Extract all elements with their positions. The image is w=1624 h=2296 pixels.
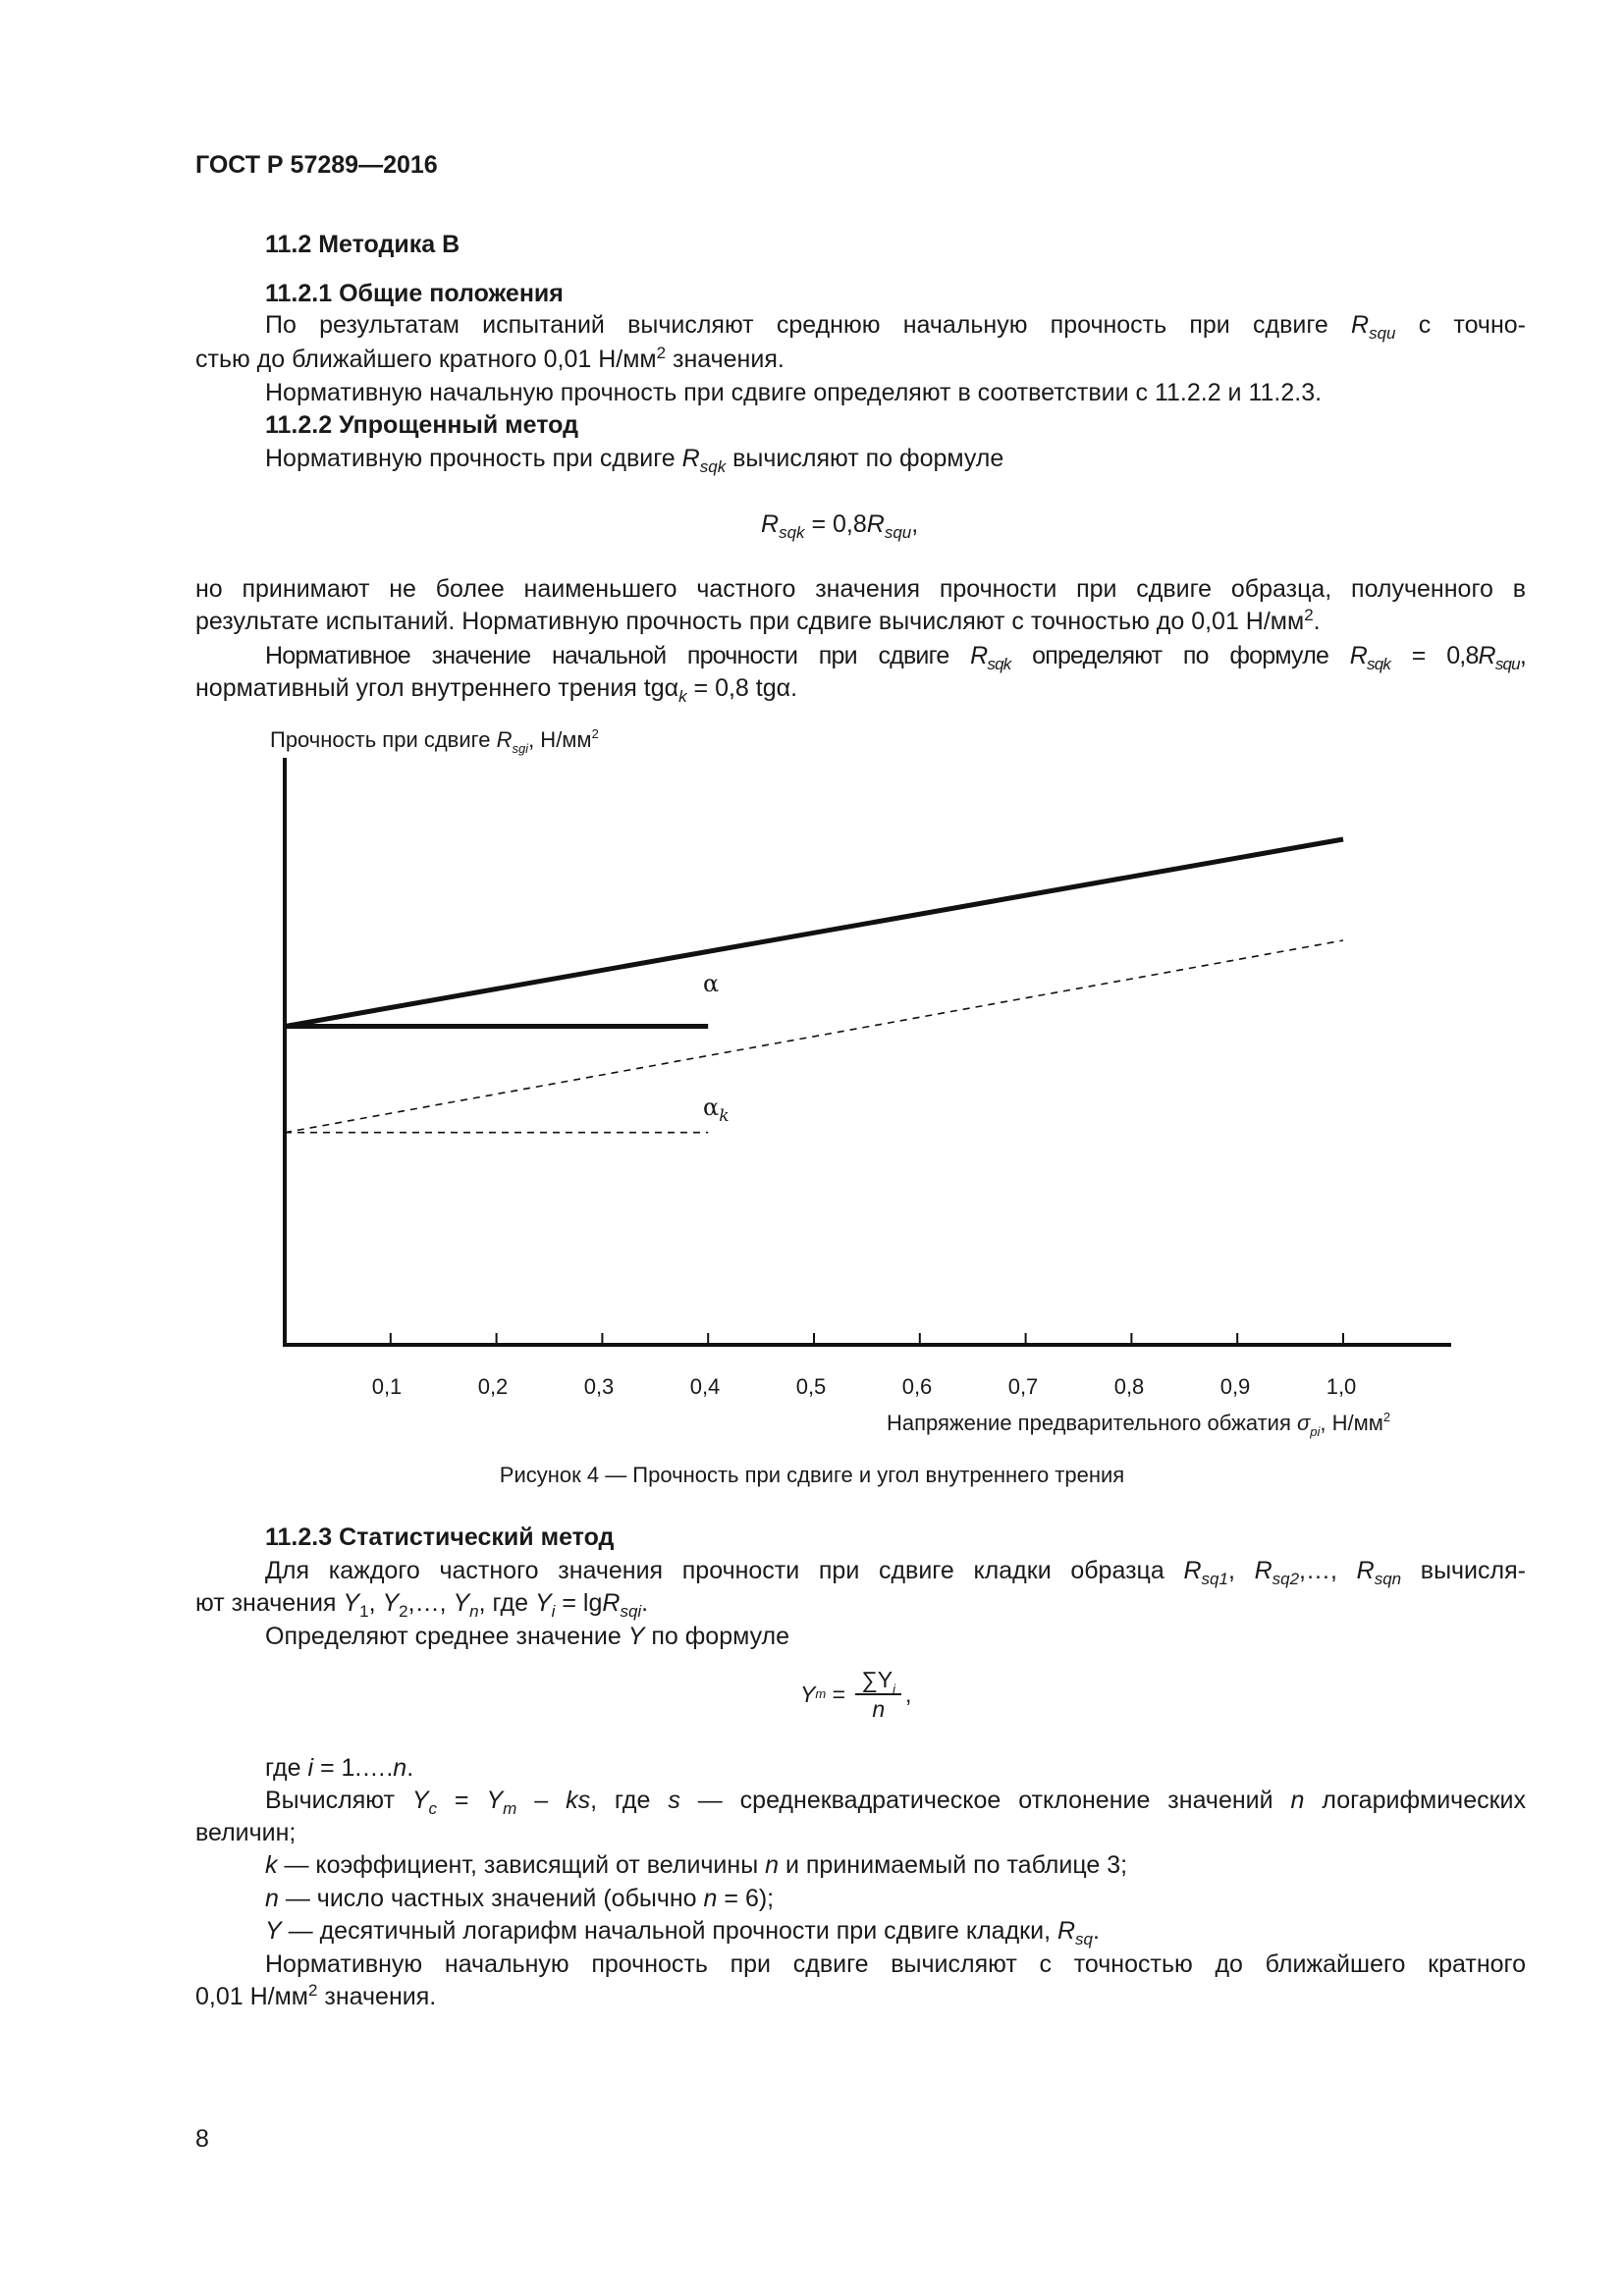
paragraph-11-2-3-p1-line1: Для каждого частного значения прочности при сдвиге кладки образца $R_{sq1}$, $R_{sq2},\dots$, $R_{sqn}$ вычисля-	[265, 1557, 1526, 1588]
paragraph-11-2-1-line1: По результатам испытаний вычисляют среднюю начальную прочность при сдвиге $R_{squ}$ с точно-	[265, 311, 1526, 343]
paragraph-11-2-3-last-line1: Нормативную начальную прочность при сдвиге вычисляют с точностью до ближайшего кратного	[265, 1950, 1526, 1978]
x-tick-label: 0,4	[689, 1374, 721, 1399]
x-tick-label: 0,9	[1219, 1374, 1251, 1399]
label-alpha-k: $\alpha_k$	[703, 1094, 730, 1126]
paragraph-11-2-3-where-i: где i = 1.….n.	[265, 1754, 414, 1782]
paragraph-11-2-3-n: n — число частных значений (обычно n = 6);	[265, 1885, 775, 1912]
paragraph-11-2-2-p2-line1: но принимают не более наименьшего частного значения прочности при сдвиге образца, полученного в	[195, 575, 1526, 603]
page-number: 8	[195, 2125, 209, 2153]
x-tick-label: 1,0	[1326, 1374, 1357, 1399]
paragraph-11-2-1-p2: Нормативную начальную прочность при сдвиге определяют в соответствии с 11.2.2 и 11.2.3.	[265, 379, 1323, 406]
paragraph-11-2-3-p2: Определяют среднее значение Y по формуле	[265, 1623, 790, 1650]
paragraph-11-2-2-p3-line1: Нормативное значение начальной прочности при сдвиге $R_{sqk}$ определяют по формуле $R_{sqk} = 0,8R_{squ}$,	[265, 642, 1526, 673]
paragraph-11-2-1-line2: стью до ближайшего кратного 0,01 $Н/мм^2$ значения.	[195, 344, 785, 373]
line-alpha	[285, 839, 1343, 1027]
paragraph-11-2-2-p1: Нормативную прочность при сдвиге $R_{sqk}$ вычисляют по формуле	[265, 445, 1004, 476]
section-title-11-2-2: 11.2.2 Упрощенный метод	[265, 411, 578, 439]
x-tick-label: 0,3	[583, 1374, 615, 1399]
paragraph-11-2-3-yc-line1: Вычисляют $Y_c = Y_m$ – ks, где s — среднеквадратическое отклонение значений n логарифмических	[265, 1787, 1527, 1818]
x-tick-label: 0,7	[1007, 1374, 1039, 1399]
x-tick-label: 0,1	[371, 1374, 403, 1399]
x-tick-label: 0,8	[1113, 1374, 1145, 1399]
chart-y-axis-label: Прочность при сдвиге $R_{sgi}$, $Н/мм^2$	[270, 726, 599, 756]
doc-number: ГОСТ Р 57289—2016	[195, 151, 438, 179]
section-title-11-2-3: 11.2.3 Статистический метод	[265, 1523, 615, 1551]
paragraph-11-2-3-y: Y — десятичный логарифм начальной прочности при сдвиге кладки, $R_{sq}$.	[265, 1917, 1100, 1949]
paragraph-11-2-2-p2-line2: результате испытаний. Нормативную прочность при сдвиге вычисляют с точностью до 0,01 $Н/мм^2$.	[195, 606, 1321, 635]
label-alpha: α	[703, 970, 720, 997]
paragraph-11-2-2-p3-line2: нормативный угол внутреннего трения tgα$_k$ = 0,8 tgα.	[195, 674, 798, 706]
x-tick-label: 0,5	[795, 1374, 827, 1399]
formula-ym: Y m = $\frac{\sum Y_i}{n}$ ,	[800, 1667, 912, 1722]
paragraph-11-2-3-p1-line2: ют значения $Y_1$, $Y_2,\dots$, $Y_n$, где $Y_i = \lg R_{sqi}$.	[195, 1589, 649, 1621]
paragraph-11-2-3-yc-line2: величин;	[195, 1819, 297, 1846]
x-tick-label: 0,6	[901, 1374, 933, 1399]
section-title-11-2-1: 11.2.1 Общие положения	[265, 280, 564, 307]
figure-caption: Рисунок 4 — Прочность при сдвиге и угол внутреннего трения	[499, 1463, 1125, 1487]
section-title-11-2: 11.2 Методика В	[265, 231, 460, 258]
paragraph-11-2-3-last-line2: 0,01 $Н/мм^2$ значения.	[195, 1981, 437, 2010]
formula-rsqk: $R_{sqk} = 0,8R_{squ}$,	[761, 510, 919, 542]
paragraph-11-2-3-k: k — коэффициент, зависящий от величины n и принимаемый по таблице 3;	[265, 1851, 1128, 1879]
formula-fraction: $\frac{\sum Y_i}{n}$	[855, 1666, 901, 1723]
line-alpha-k	[285, 940, 1343, 1133]
x-tick-label: 0,2	[477, 1374, 509, 1399]
chart-x-axis-label: Напряжение предварительного обжатия $\sigma_{pi}$, $Н/мм^2$	[887, 1410, 1391, 1439]
